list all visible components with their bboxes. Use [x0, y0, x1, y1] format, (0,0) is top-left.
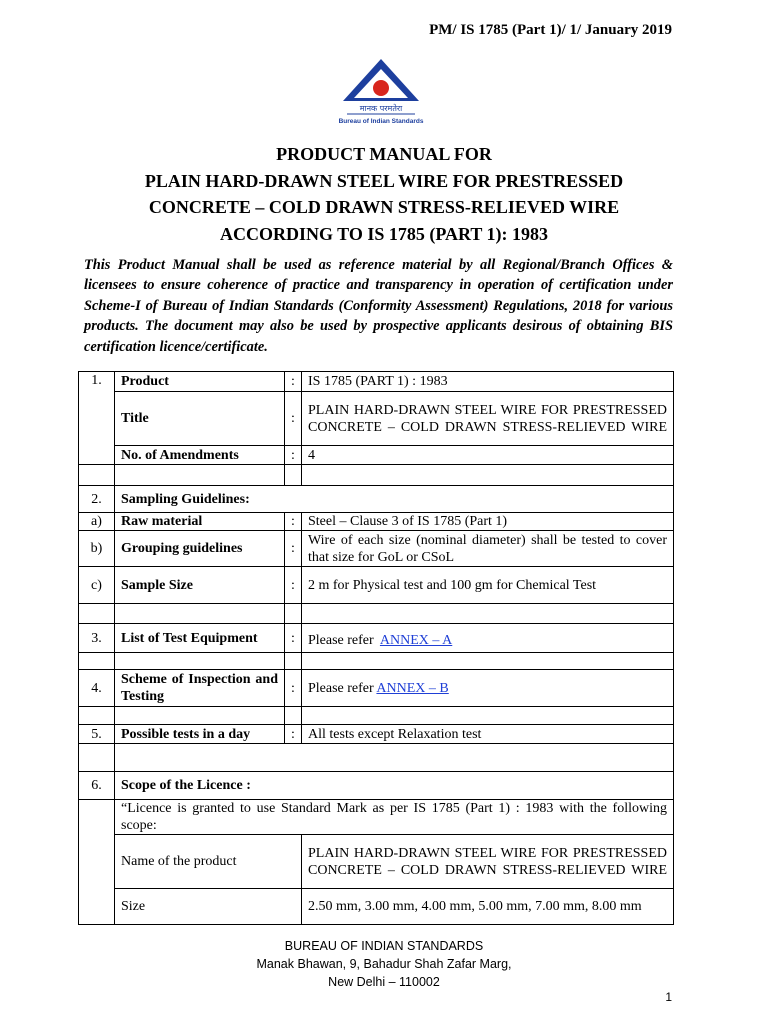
table-row	[79, 567, 674, 604]
footer	[0, 937, 768, 991]
colon: :	[285, 513, 302, 531]
possible-tests-label: Possible tests in a day	[115, 725, 285, 744]
sample-size-label: Sample Size	[115, 567, 285, 604]
product-label: Product	[115, 372, 285, 392]
table-row	[79, 835, 674, 889]
document-reference: PM/ IS 1785 (Part 1)/ 1/ January 2019	[429, 22, 672, 38]
table-row	[79, 725, 674, 744]
licence-scope-statement: “Licence is granted to use Standard Mark as per IS 1785 (Part 1) : 1983 with the following scope:	[115, 800, 674, 835]
table-row	[79, 670, 674, 707]
size-label: Size	[115, 889, 302, 925]
colon: :	[285, 372, 302, 392]
please-refer-text: Please refer	[308, 632, 374, 648]
table-row	[79, 372, 674, 392]
scheme-of-inspection-value	[302, 670, 674, 707]
row-number: b)	[79, 531, 115, 567]
table-row	[79, 392, 674, 446]
spacer-row	[79, 707, 674, 725]
spacer-row	[79, 744, 674, 772]
grouping-guidelines-label: Grouping guidelines	[115, 531, 285, 567]
logo-english-text: Bureau of Indian Standards	[338, 118, 424, 125]
row-number: 3.	[79, 624, 115, 653]
logo-hindi-text: मानक परमतेरा	[359, 104, 403, 113]
table-row	[79, 531, 674, 567]
annex-b-link[interactable]: ANNEX – B	[376, 680, 449, 696]
table-row	[79, 513, 674, 531]
title-line-2: PLAIN HARD-DRAWN STEEL WIRE FOR PRESTRESSED	[144, 170, 624, 191]
scope-of-licence-heading: Scope of the Licence :	[115, 772, 674, 800]
bis-logo-icon	[335, 55, 427, 127]
sample-size-value: 2 m for Physical test and 100 gm for Chemical Test	[302, 567, 674, 604]
title-value: PLAIN HARD-DRAWN STEEL WIRE FOR PRESTRESSED CONCRETE – COLD DRAWN STRESS-RELIEVED WIRE	[302, 392, 674, 446]
footer-org-name: BUREAU OF INDIAN STANDARDS	[284, 939, 484, 953]
grouping-guidelines-value: Wire of each size (nominal diameter) shall be tested to cover that size for GoL or CSoL	[302, 531, 674, 567]
document-title	[0, 141, 768, 247]
row-number: 2.	[79, 486, 115, 513]
row-number: a)	[79, 513, 115, 531]
title-line-1: PRODUCT MANUAL FOR	[276, 144, 492, 164]
colon: :	[285, 392, 302, 446]
product-value: IS 1785 (PART 1) : 1983	[302, 372, 674, 392]
product-details-table	[78, 371, 674, 925]
amendments-value: 4	[302, 446, 674, 465]
spacer-row	[79, 653, 674, 670]
size-value: 2.50 mm, 3.00 mm, 4.00 mm, 5.00 mm, 7.00 mm, 8.00 mm	[302, 889, 674, 925]
scheme-of-inspection-label: Scheme of Inspection and Testing	[115, 670, 285, 707]
table-row	[79, 486, 674, 513]
colon: :	[285, 670, 302, 707]
colon: :	[285, 624, 302, 653]
row-number: 6.	[79, 772, 115, 800]
name-of-product-label: Name of the product	[115, 835, 302, 889]
title-label: Title	[115, 392, 285, 446]
please-refer-text: Please refer	[308, 680, 374, 696]
colon: :	[285, 567, 302, 604]
table-row	[79, 446, 674, 465]
sampling-guidelines-heading: Sampling Guidelines:	[115, 486, 674, 513]
row-number: 4.	[79, 670, 115, 707]
table-row	[79, 889, 674, 925]
table-row	[79, 772, 674, 800]
table-row	[79, 800, 674, 835]
page-number: 1	[665, 990, 672, 1004]
colon: :	[285, 725, 302, 744]
footer-address-line-2: New Delhi – 110002	[328, 975, 440, 989]
name-of-product-value: PLAIN HARD-DRAWN STEEL WIRE FOR PRESTRESSED CONCRETE – COLD DRAWN STRESS-RELIEVED WIRE	[302, 835, 674, 889]
row-number: c)	[79, 567, 115, 604]
title-line-3: CONCRETE – COLD DRAWN STRESS-RELIEVED WIRE	[148, 197, 620, 217]
bis-logo	[335, 55, 427, 127]
spacer-row	[79, 604, 674, 624]
amendments-label: No. of Amendments	[115, 446, 285, 465]
spacer-row	[79, 465, 674, 486]
test-equipment-label: List of Test Equipment	[115, 624, 285, 653]
intro-paragraph: This Product Manual shall be used as reference material by all Regional/Branch Offices & licensees to ensure coherence of practice and transparency in operation of certification under Scheme-I of Bureau of Indian Standards (Conformity Assessment) Regulations, 2018 for various products. The document may also be used by prospective applicants desirous of obtaining BIS certification licence/certificate.	[84, 257, 673, 355]
raw-material-label: Raw material	[115, 513, 285, 531]
title-line-4: ACCORDING TO IS 1785 (PART 1): 1983	[219, 223, 549, 244]
table-row	[79, 624, 674, 653]
colon: :	[285, 446, 302, 465]
raw-material-value: Steel – Clause 3 of IS 1785 (Part 1)	[302, 513, 674, 531]
test-equipment-value	[302, 624, 674, 653]
footer-address-line-1: Manak Bhawan, 9, Bahadur Shah Zafar Marg,	[256, 957, 512, 971]
row-number: 1.	[79, 372, 115, 465]
row-number: 5.	[79, 725, 115, 744]
annex-a-link[interactable]: ANNEX – A	[379, 632, 453, 648]
possible-tests-value: All tests except Relaxation test	[302, 725, 674, 744]
colon: :	[285, 531, 302, 567]
